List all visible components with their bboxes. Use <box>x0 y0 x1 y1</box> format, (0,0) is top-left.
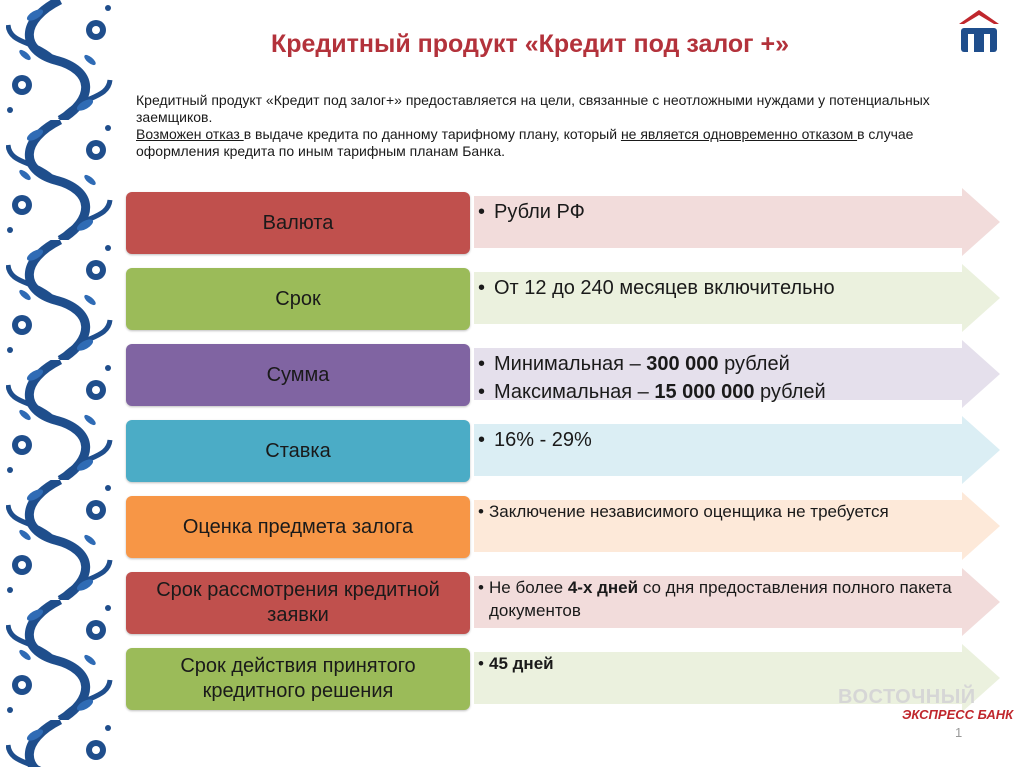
condition-detail <box>478 350 958 406</box>
condition-label: Валюта <box>126 192 470 254</box>
condition-detail <box>478 652 958 675</box>
condition-row <box>126 416 1000 484</box>
condition-label: Ставка <box>126 420 470 482</box>
condition-detail <box>478 274 958 302</box>
intro-paragraph-2 <box>136 126 966 160</box>
refusal-phrase: Возможен отказ <box>136 126 244 142</box>
detail-bullet: • Заключение независимого оценщика не требуется <box>478 500 958 523</box>
page-title: Кредитный продукт «Кредит под залог +» <box>270 30 790 58</box>
detail-bullet: • 16% - 29% <box>478 426 958 454</box>
condition-detail <box>478 426 958 454</box>
condition-row <box>126 492 1000 560</box>
detail-bullet: • От 12 до 240 месяцев включительно <box>478 274 958 302</box>
condition-row <box>126 188 1000 256</box>
condition-detail <box>478 500 958 523</box>
bank-watermark: ВОСТОЧНЫЙ <box>838 686 976 708</box>
bank-logo-icon <box>956 6 1002 54</box>
detail-bullet: • Минимальная – 300 000 рублей <box>478 350 958 378</box>
condition-detail <box>478 576 958 622</box>
not-refusal-phrase: не является одновременно отказом <box>620 126 858 142</box>
bank-watermark-subtitle: ЭКСПРЕСС БАНК <box>902 707 1014 722</box>
detail-bullet: • 45 дней <box>478 652 958 675</box>
condition-label: Срок действия принятого кредитного решения <box>126 648 470 710</box>
condition-label: Оценка предмета залога <box>126 496 470 558</box>
detail-bullet: • Рубли РФ <box>478 198 958 226</box>
page-number: 1 <box>955 725 963 740</box>
condition-row <box>126 340 1000 408</box>
intro-text-fragment: в выдаче кредита по данному тарифному плану, который <box>243 126 621 142</box>
condition-label: Срок рассмотрения кредитной заявки <box>126 572 470 634</box>
condition-detail <box>478 198 958 226</box>
intro-paragraph-1: Кредитный продукт «Кредит под залог+» предоставляется на цели, связанные с неотложными нуждами у потенциальных заемщиков. <box>136 92 930 125</box>
detail-bullet: • Максимальная – 15 000 000 рублей <box>478 378 958 406</box>
ornament-border <box>0 0 118 767</box>
intro-text-fragment: в случае оформления кредита по иным тарифным планам Банка. <box>136 126 914 159</box>
condition-label: Срок <box>126 268 470 330</box>
condition-row <box>126 568 1000 636</box>
detail-bullet: • Не более 4-х дней со дня предоставления полного пакета документов <box>478 576 958 622</box>
intro-text <box>136 92 966 160</box>
condition-label: Сумма <box>126 344 470 406</box>
condition-row <box>126 264 1000 332</box>
